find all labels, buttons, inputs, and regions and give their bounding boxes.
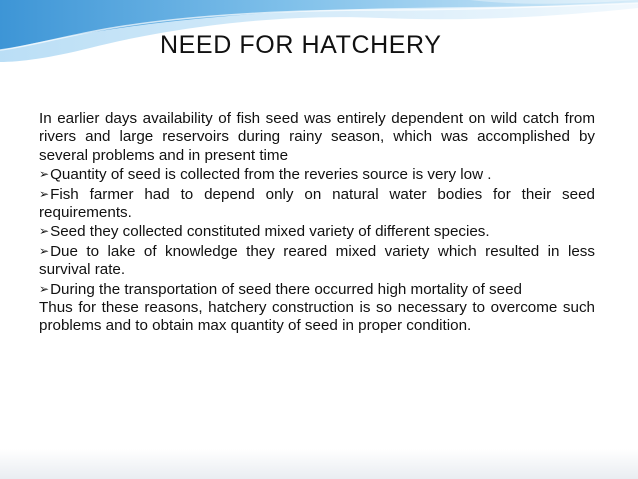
intro-paragraph: In earlier days availability of fish seed was entirely dependent on wild catch from rivers and large reservoirs during rainy season, which was accomplished by several problems and in present time xyxy=(39,110,595,164)
bullet-text: Due to lake of knowledge they reared mixed variety which resulted in less survival rate. xyxy=(39,242,595,279)
arrow-bullet-icon: ➢ xyxy=(39,281,50,296)
arrow-bullet-icon: ➢ xyxy=(39,243,50,258)
bullet-item-2 xyxy=(39,185,595,223)
bullet-text: Quantity of seed is collected from the reveries source is very low . xyxy=(50,166,492,184)
bullet-item-3 xyxy=(39,222,595,241)
bullet-text: Fish farmer had to depend only on natural water bodies for their seed requirements. xyxy=(39,185,595,222)
bottom-shadow-decoration xyxy=(0,449,638,479)
bullet-item-5 xyxy=(39,280,595,299)
bullet-text: During the transportation of seed there occurred high mortality of seed xyxy=(50,280,522,298)
arrow-bullet-icon: ➢ xyxy=(39,224,50,239)
slide-body xyxy=(39,110,595,336)
arrow-bullet-icon: ➢ xyxy=(39,167,50,182)
slide-title: NEED FOR HATCHERY xyxy=(160,31,442,59)
bullet-text: Seed they collected constituted mixed variety of different species. xyxy=(50,223,490,241)
bullet-item-4 xyxy=(39,242,595,280)
bullet-item-1 xyxy=(39,165,595,184)
arrow-bullet-icon: ➢ xyxy=(39,186,50,201)
conclusion-paragraph: Thus for these reasons, hatchery construction is so necessary to overcome such problems and to obtain max quantity of seed in proper condition. xyxy=(39,299,595,335)
